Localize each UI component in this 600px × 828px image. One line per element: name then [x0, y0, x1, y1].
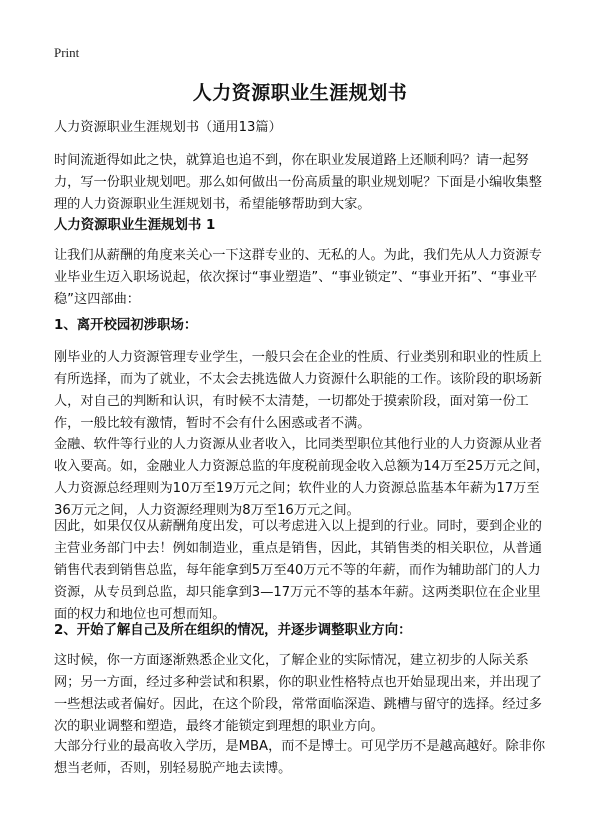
- intro-paragraph: 时间流逝得如此之快，就算追也追不到，你在职业发展道路上还顺利吗？请一起努力，写一份职业规划吧。那么如何做出一份高质量的职业规划呢？下面是小编收集整理的人力资源职业生涯规划书，希望能够帮助到大家。: [54, 153, 542, 212]
- part1-heading: 1、离开校园初涉职场：: [54, 318, 198, 333]
- document-title: 人力资源职业生涯规划书: [192, 82, 408, 104]
- part1-paragraph-1: 刚毕业的人力资源管理专业学生，一般只会在企业的性质、行业类别和职业的性质上有所选择，而为了就业，不太会去挑选做人力资源什么职能的工作。该阶段的职场新人，对自己的判断和认识，有时候不太清楚，一切都处于摸索阶段，面对第一份工作，一般比较有激情，暂时不会有什么困惑或者不满。: [54, 350, 542, 431]
- part2-paragraph-2: 大部分行业的最高收入学历，是MBA，而不是博士。可见学历不是越高越好。除非你想当老师，否则，别轻易脱产地去读博。: [54, 739, 546, 776]
- print-label[interactable]: Print: [54, 45, 80, 60]
- part1-paragraph-2: 金融、软件等行业的人力资源从业者收入，比同类型职位其他行业的人力资源从业者收入要高。如，金融业人力资源总监的年度税前现金收入总额为14万至25万元之间，人力资源总经理则为10万至19万元之间；软件业的人力资源总监基本年薪为17万至36万元之间，人力资源经理则为8万至16万元之间。: [54, 437, 550, 518]
- part1-paragraph-3: 因此，如果仅仅从薪酬角度出发，可以考虑进入以上提到的行业。同时，要到企业的主营业务部门中去！例如制造业，重点是销售，因此，其销售类的相关职位，从普通销售代表到销售总监，每年能拿到5万至40万元不等的年薪，而作为辅助部门的人力资源，从专员到总监，却只能拿到3—17万元不等的基本年薪。这两类职位在企业里面的权力和地位也可想而知。: [54, 519, 542, 622]
- part2-heading: 2、开始了解自己及所在组织的情况，并逐步调整职业方向：: [54, 623, 412, 638]
- section1-intro-paragraph: 让我们从薪酬的角度来关心一下这群专业的、无私的人。为此，我们先从人力资源专业毕业生迈入职场说起，依次探讨“事业塑造”、“事业锁定”、“事业开拓”、“事业平稳”这四部曲：: [54, 248, 542, 307]
- document-subtitle: 人力资源职业生涯规划书（通用13篇）: [54, 120, 282, 135]
- section1-title: 人力资源职业生涯规划书 1: [54, 218, 216, 233]
- part2-paragraph-1: 这时候，你一方面逐渐熟悉企业文化，了解企业的实际情况，建立初步的人际关系网；另一方面，经过多种尝试和积累，你的职业性格特点也开始显现出来，并出现了一些想法或者偏好。因此，在这个阶段，常常面临深造、跳槽与留守的选择。经过多次的职业调整和塑造，最终才能锁定到理想的职业方向。: [54, 653, 542, 734]
